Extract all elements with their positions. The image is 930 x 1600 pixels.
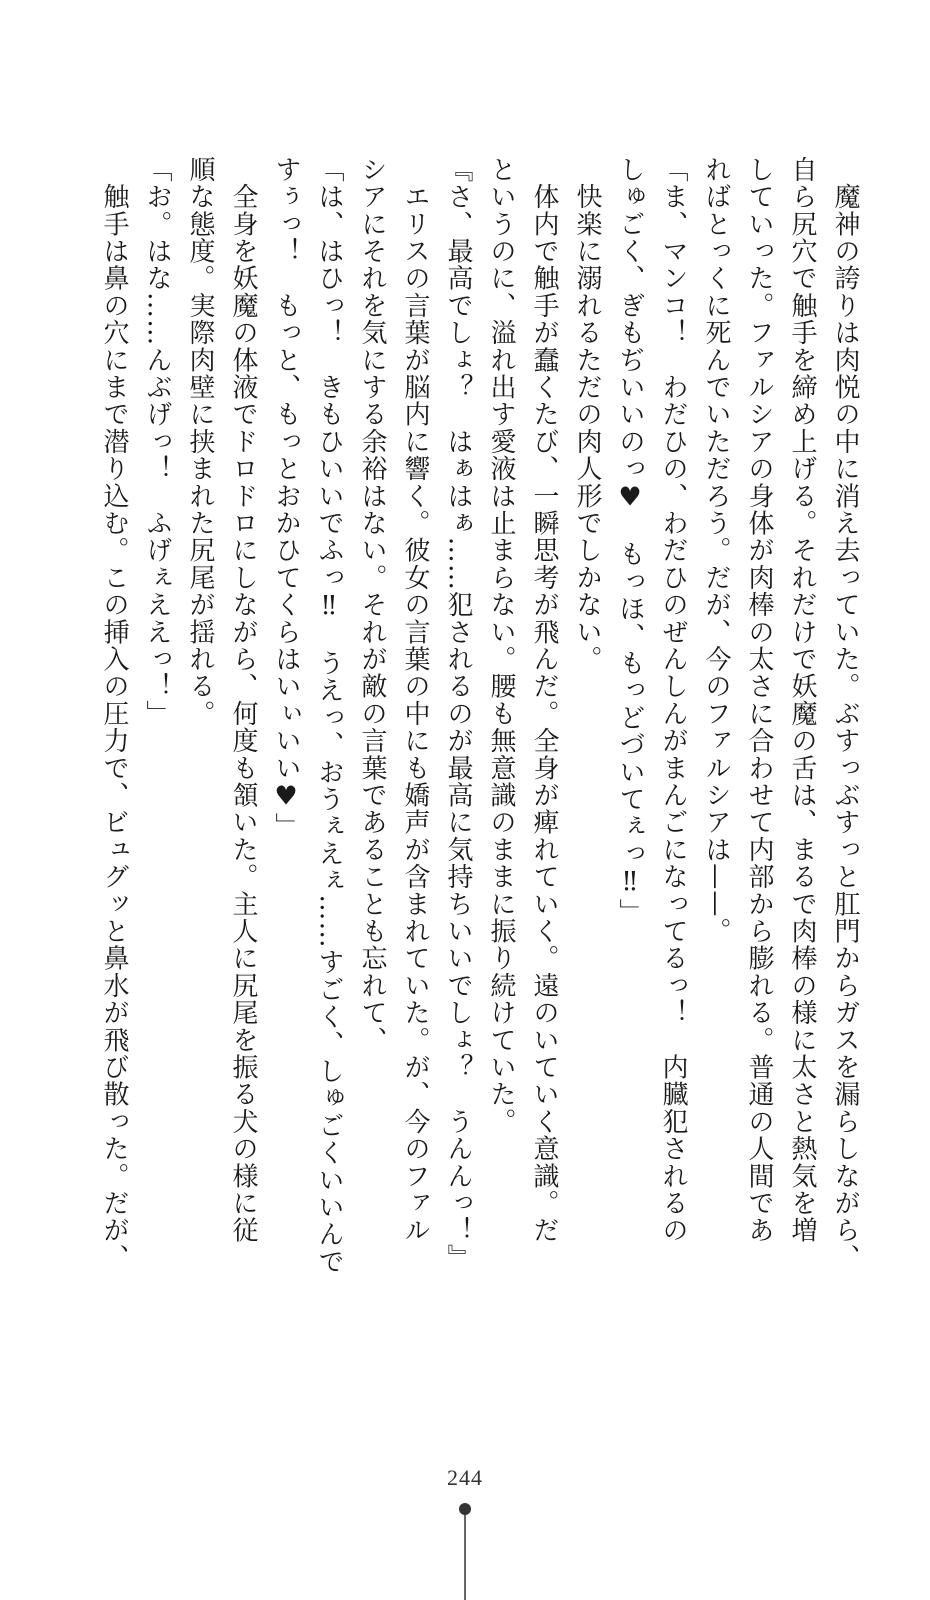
body-text [46,156,866,1356]
text-line: 快楽に溺れるただの肉人形でしかない。 [572,156,602,673]
text-line: 触手は鼻の穴にまで潜り込む。この挿入の圧力で、ビュグッと鼻水が飛び散った。だが、 [99,156,129,1272]
text-line: 全身を妖魔の体液でドロドロにしながら、何度も頷いた。主人に尻尾を振る犬の様に従 [228,156,258,1244]
text-line: 自ら尻穴で触手を締め上げる。それだけで妖魔の舌は、まるで肉棒の様に太さと熱気を増 [787,156,817,1244]
text-line: 体内で触手が蠢くたび、一瞬思考が飛んだ。全身が痺れていく。遠のいていく意識。だ [529,156,559,1244]
text-line: シアにそれを気にする余裕はない。それが敵の言葉であることも忘れて、 [357,156,387,1054]
text-line: 『さ、最高でしょ？ はぁはぁ……犯されるのが最高に気持ちいいでしょ？ うんんっ！』 [443,156,473,1272]
text-line: ればとっくに死んでいただろう。だが、今のファルシアは——。 [701,156,731,945]
text-line: 順な態度。実際肉壁に挟まれた尻尾が揺れる。 [185,156,215,728]
text-line: 「ま、マンコ！ わだひの、わだひのぜんしんがまんごになってるっ！ 内臓犯されるの [658,156,688,1244]
text-line: しゅごく、ぎもぢいいのっ♥ もっほ、もっどづいてぇっ‼」 [615,156,645,926]
text-line: 魔神の誇りは肉悦の中に消え去っていた。ぶすっぶすっと肛門からガスを漏らしながら、 [830,156,860,1272]
page-ornament-icon [454,1500,476,1600]
text-line: 「お。はな……んぶげっ！ ふげぇええっ！」 [142,156,172,728]
text-line: エリスの言葉が脳内に響く。彼女の言葉の中にも嬌声が含まれていた。が、今のファル [400,156,430,1244]
text-line: すぅっ！ もっと、もっとおかひてくらはいぃいい♥」 [271,156,301,840]
text-line: していった。ファルシアの身体が肉棒の太さに合わせて内部から膨れる。普通の人間であ [744,156,774,1244]
text-line: というのに、溢れ出す愛液は止まらない。腰も無意識のままに振り続けていた。 [486,156,516,1136]
text-line: 「は、はひっ！ きもひいいでふっ‼ うえっ、おうぇえぇ……すごく、しゅごくいいんで [314,156,344,1276]
page-number: 244 [447,1465,483,1490]
